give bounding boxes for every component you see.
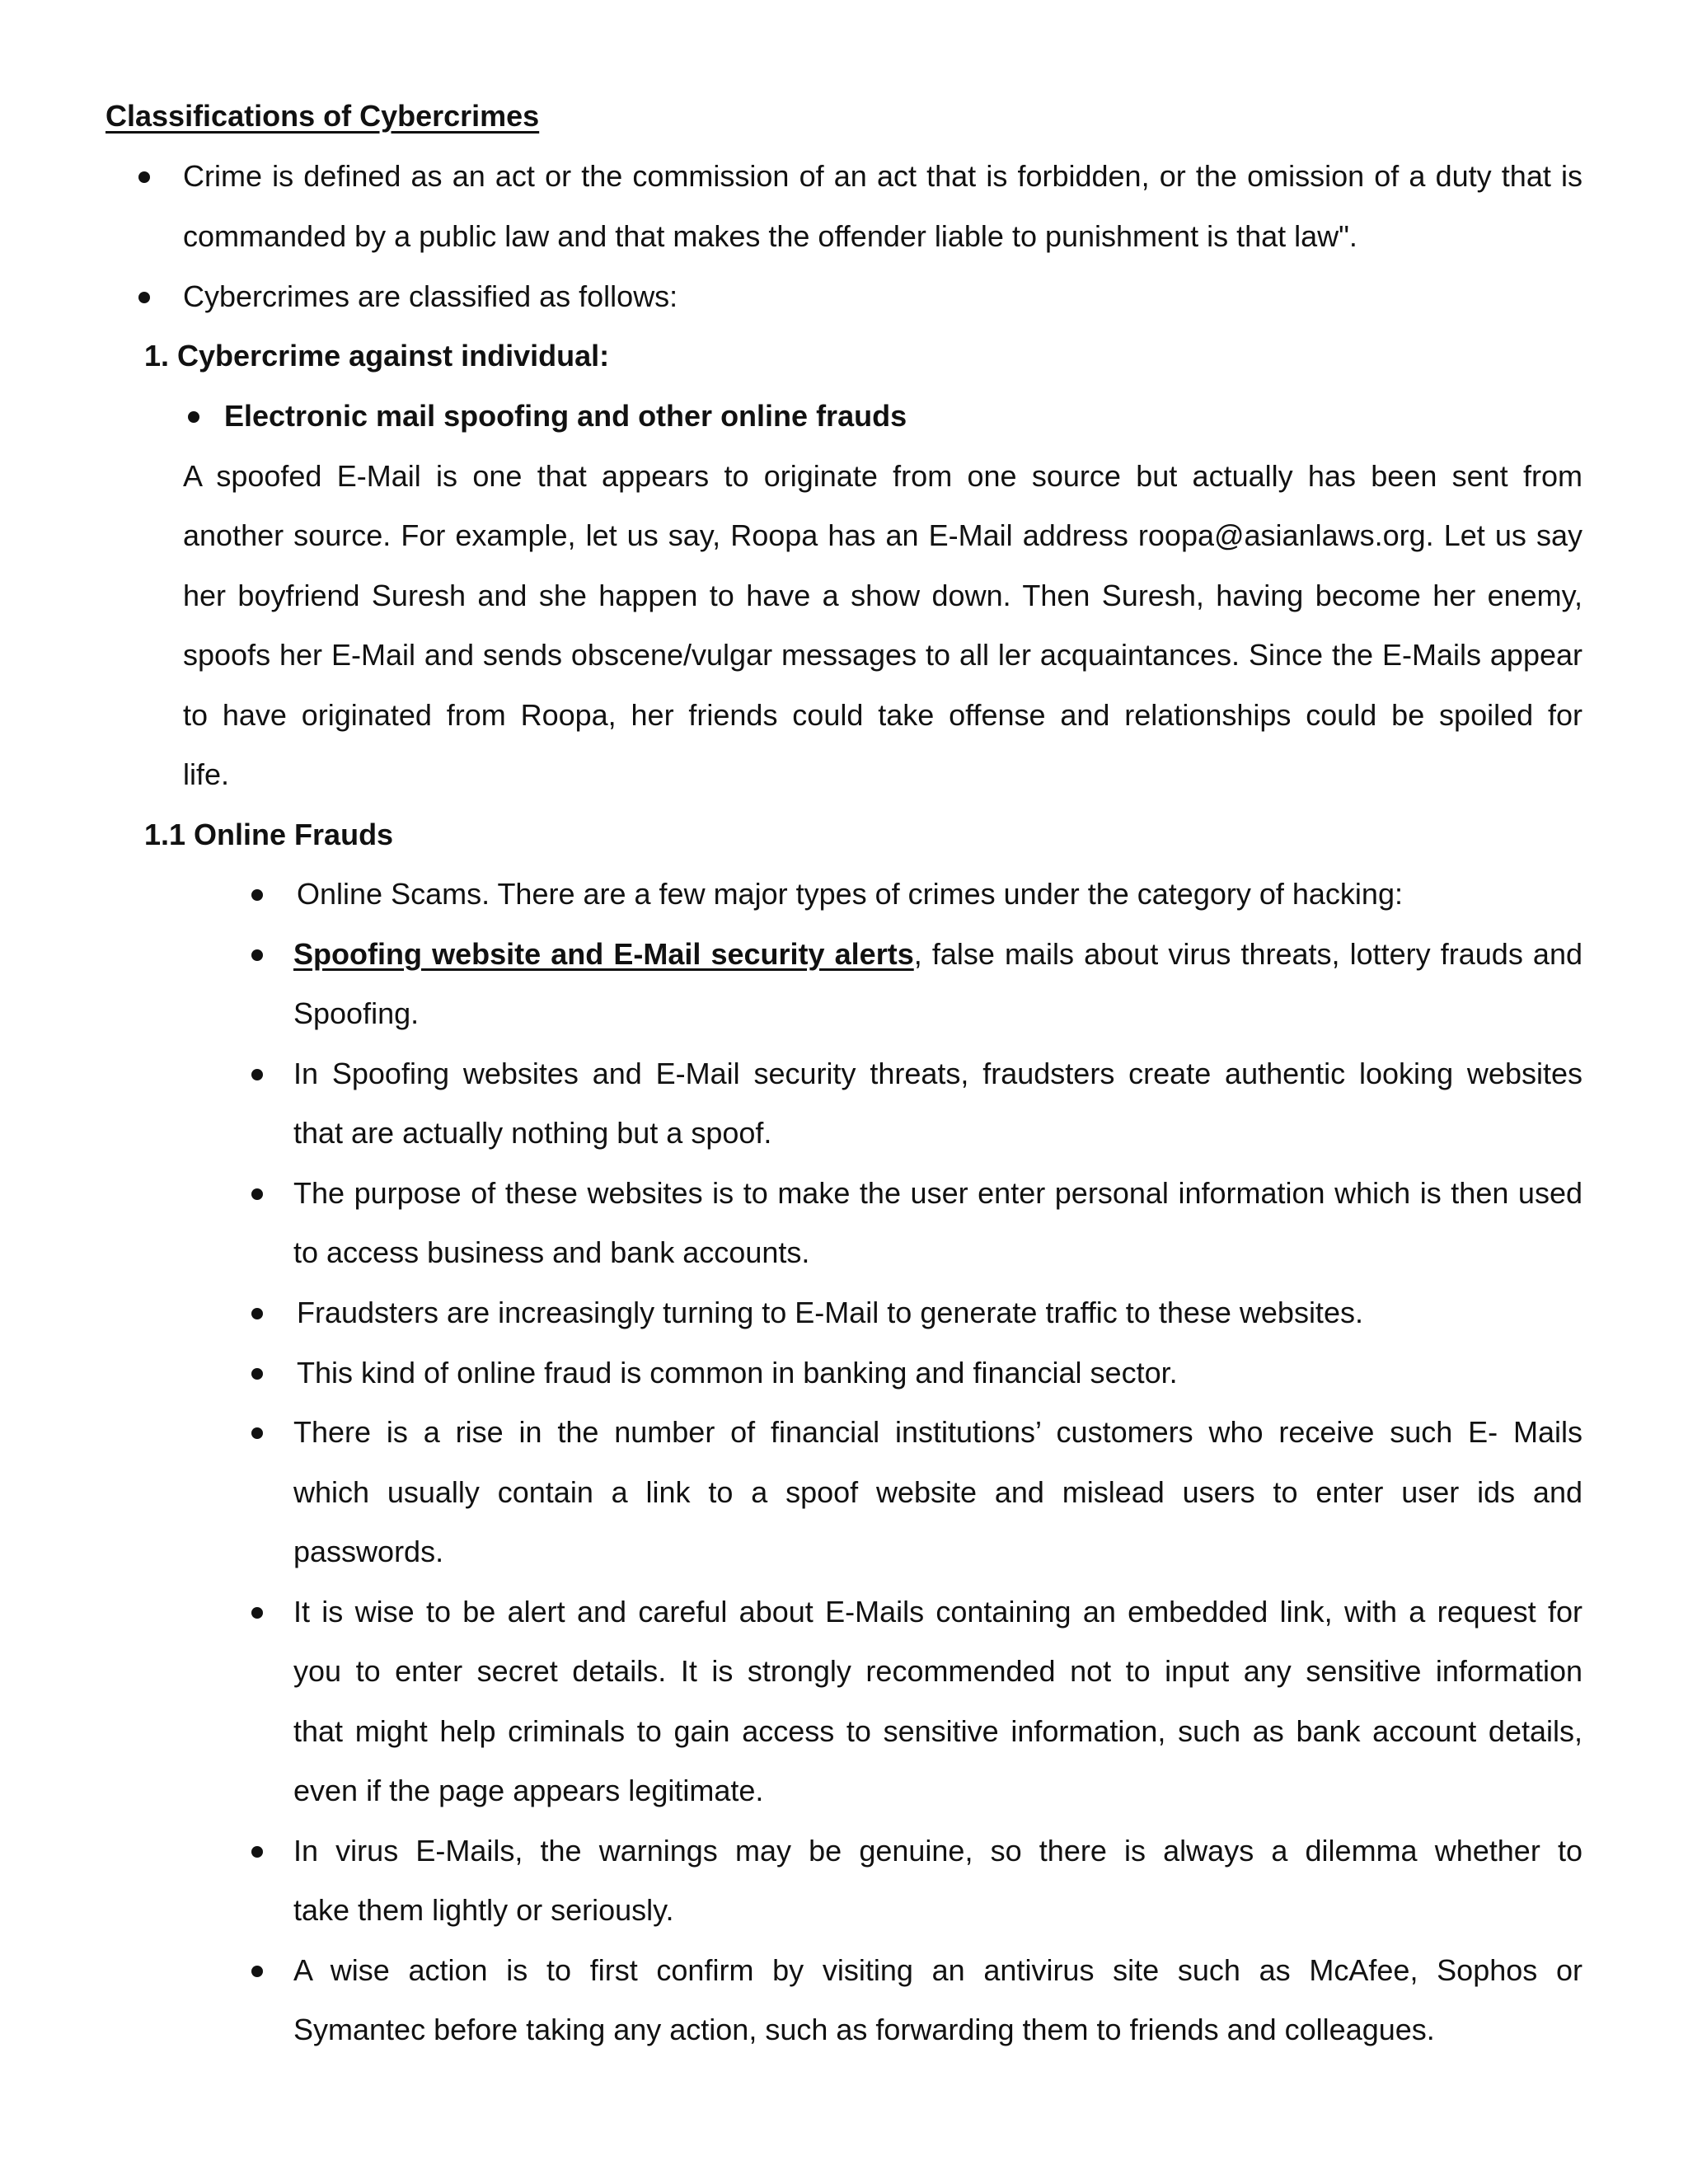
list-item-line: even if the page appears legitimate. [293,1774,764,1807]
list-item-line: Symantec before taking any action, such as forwarding them to friends and colleagues. [293,2013,1435,2046]
intro-bullet-1-line-2: commanded by a public law and that makes the offender liable to punishment is that law". [183,219,1357,253]
list-item: In Spoofing websites and E-Mail security threats, fraudsters create authentic looking websites [293,1057,1582,1090]
bullet-icon [251,1966,263,1977]
list-item: There is a rise in the number of financial institutions’ customers who receive such E- Mails [293,1415,1582,1449]
list-item-line: Spoofing. [293,996,420,1030]
paragraph-line: another source. For example, let us say, Roopa has an E-Mail address roopa@asianlaws.org. Let us say [183,518,1582,552]
list-item: The purpose of these websites is to make the user enter personal information which is then used [293,1176,1582,1210]
bullet-icon [251,1308,263,1319]
bullet-icon [138,171,150,183]
bullet-icon [251,1188,263,1200]
paragraph-line: her boyfriend Suresh and she happen to have a show down. Then Suresh, having become her enemy, [183,579,1582,612]
list-item: In virus E-Mails, the warnings may be genuine, so there is always a dilemma whether to [293,1834,1582,1868]
list-item-line: to access business and bank accounts. [293,1235,810,1269]
spoofing-alerts-link[interactable]: Spoofing website and E-Mail security alerts [293,937,914,971]
bullet-icon [251,1069,263,1080]
list-item-line: you to enter secret details. It is strongly recommended not to input any sensitive information [293,1654,1582,1688]
list-item-line: passwords. [293,1535,444,1568]
section-1-1-heading: 1.1 Online Frauds [144,818,394,851]
list-item-line: which usually contain a link to a spoof website and mislead users to enter user ids and [293,1475,1582,1509]
bullet-icon [251,1427,263,1439]
page-title: Classifications of Cybercrimes [106,99,540,133]
list-item-text: , false mails about virus threats, lottery frauds and [913,937,1583,971]
list-item-line: that are actually nothing but a spoof. [293,1116,772,1150]
list-item-line: that might help criminals to gain access to sensitive information, such as bank account details, [293,1714,1582,1748]
section-1-sub-bullet: Electronic mail spoofing and other online frauds [224,399,907,433]
bullet-icon [251,1368,263,1380]
bullet-icon [188,411,199,423]
paragraph-line: spoofs her E-Mail and sends obscene/vulgar messages to all ler acquaintances. Since the E-Mails appear [183,638,1582,672]
paragraph-line: A spoofed E-Mail is one that appears to originate from one source but actually has been sent from [183,459,1582,493]
list-item [293,936,1582,972]
list-item-line: take them lightly or seriously. [293,1893,674,1927]
bullet-icon [251,949,263,961]
bullet-icon [251,1846,263,1858]
list-item: Online Scams. There are a few major types of crimes under the category of hacking: [297,877,1403,911]
section-1-heading: 1. Cybercrime against individual: [144,339,610,373]
intro-bullet-1-line-1: Crime is defined as an act or the commission of an act that is forbidden, or the omission of a duty that is [183,159,1582,193]
paragraph-line: to have originated from Roopa, her friends could take offense and relationships could be spoiled for [183,698,1582,732]
list-item: Fraudsters are increasingly turning to E-Mail to generate traffic to these websites. [297,1296,1363,1329]
list-item: It is wise to be alert and careful about E-Mails containing an embedded link, with a request for [293,1595,1582,1629]
paragraph-line: life. [183,757,230,791]
bullet-icon [251,889,263,901]
bullet-icon [138,292,150,303]
list-item: A wise action is to first confirm by visiting an antivirus site such as McAfee, Sophos or [293,1953,1582,1987]
intro-bullet-2: Cybercrimes are classified as follows: [183,279,678,313]
bullet-icon [251,1607,263,1619]
list-item: This kind of online fraud is common in banking and financial sector. [297,1356,1178,1390]
